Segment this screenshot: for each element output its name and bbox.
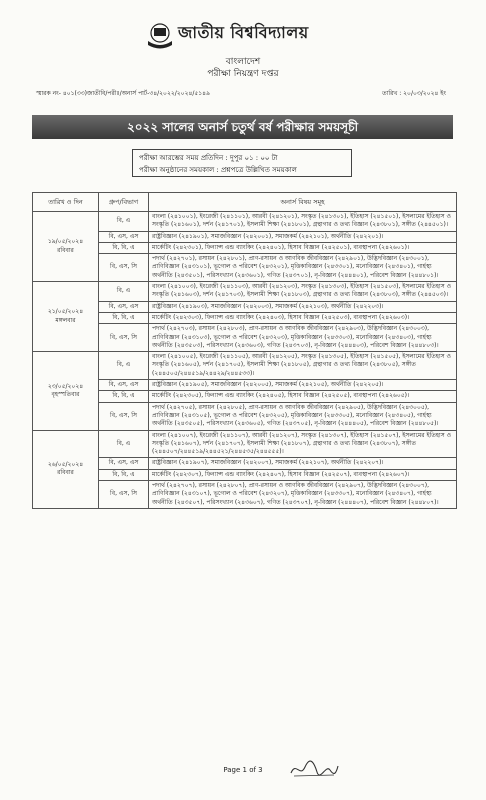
column-header-subjects: অনার্স বিষয় সমূহ xyxy=(149,193,457,212)
table-header-row xyxy=(33,193,457,212)
subjects-cell: মার্কেটিং (২৪২৩০৫), ফিন্যান্স এন্ড ব্যাংকিং (২৪২৪০৫), হিসাব বিজ্ঞান (২৪২৫০৫), ব্যবস্থাপনা (২৪২৬০৫)। xyxy=(149,391,457,402)
subjects-cell: রাষ্ট্রবিজ্ঞান (২৪১৯০৭), সমাজবিজ্ঞান (২৪২০০৭), সমাজকর্ম (২৪২১০৭), অর্থনীতি (২৪২২০৭)। xyxy=(149,458,457,469)
subjects-cell: রাষ্ট্রবিজ্ঞান (২৪১৯০৩), সমাজবিজ্ঞান (২৪২০০৩), সমাজকর্ম (২৪২১০৩), অর্থনীতি (২৪২২০৩)। xyxy=(149,301,457,312)
group-cell: বি, বি, এ xyxy=(99,391,149,402)
schedule-banner: ২০২২ সালের অনার্স চতুর্থ বর্ষ পরীক্ষার সময়সূচী xyxy=(32,115,453,139)
group-cell: বি, এস, সি xyxy=(99,324,149,352)
group-cell: বি, বি, এ xyxy=(99,312,149,323)
exam-date: ২৬/০৫/২০২৪ xyxy=(47,460,84,468)
table-row xyxy=(33,282,457,302)
date-cell xyxy=(33,282,99,352)
exam-date: ১৯/০৫/২০২৪ xyxy=(47,238,84,246)
subjects-cell: পদার্থ (২৪২৭০৭), রসায়ন (২৪২৮০৭), প্রাণ-রসায়ন ও আণবিক জীববিজ্ঞান (২৪২৯০৭), উদ্ভিদবিজ্ঞান (২৪৩০০৭), প্রাণিবিজ্ঞান (২৪৩১০৭), ভূগোল ও পরিবেশ (২৪৩২০৭), মৃত্তিকাবিজ্ঞান (২৪৩৩০৭), মনোবিজ্ঞান (২৪৩৪০৭), গার্হস্থ্য অর্থনীতি (২৪৩৫০৭), পরিসংখ্যান (২৪৩৬০৭), গণিত (২৪৩৭০৭), নৃ-বিজ্ঞান (২৪৪৪০৭), পরিবেশ বিজ্ঞান (২৪৪৮০৭)। xyxy=(149,481,457,509)
subjects-cell: বাংলা (২৪১০০১), ইংরেজী (২৪১১০১), আরবী (২৪১২০১), সংস্কৃত (২৪১৩০১), ইতিহাস (২৪১৫০১), ইসলামের ইতিহাস ও সংস্কৃতি (২৪১৬০১), দর্শন (২৪১৭০১), ইসলামী শিক্ষা (২৪১৮০১), গ্রন্থাগার ও তথ্য বিজ্ঞান (২৪৩৮০১), সঙ্গীত (২৪৪৫০১)। xyxy=(149,212,457,232)
exam-day: রবিবার xyxy=(57,246,74,254)
exam-day: রবিবার xyxy=(57,469,74,477)
exam-start-time: পরীক্ষা আরম্ভের সময় প্রতিদিন : দুপুর ০১ : ০০ টা xyxy=(139,154,278,162)
exam-time-box xyxy=(132,149,352,177)
exam-day: মঙ্গলবার xyxy=(55,316,76,324)
group-cell: বি, এ xyxy=(99,282,149,302)
group-cell: বি, এ xyxy=(99,352,149,380)
group-cell: বি, এস, এস xyxy=(99,380,149,391)
university-crest-icon xyxy=(146,21,174,51)
country-name: বাংলাদেশ xyxy=(225,57,261,67)
date-cell xyxy=(33,212,99,282)
group-cell: বি, এস, এস xyxy=(99,301,149,312)
university-name: জাতীয় বিশ্ববিদ্যালয় xyxy=(178,23,309,42)
subjects-cell: পদার্থ (২৪২৭০৫), রসায়ন (২৪২৮০৫), প্রাণ-রসায়ন ও আণবিক জীববিজ্ঞান (২৪২৯০৫), উদ্ভিদবিজ্ঞান (২৪৩০০৫), প্রাণিবিজ্ঞান (২৪৩১০৫), ভূগোল ও পরিবেশ (২৪৩২০৫), মৃত্তিকাবিজ্ঞান (২৪৩৩০৫), মনোবিজ্ঞান (২৪৩৪০৫), গার্হস্থ্য অর্থনীতি (২৪৩৫০৫), পরিসংখ্যান (২৪৩৬০৫), গণিত (২৪৩৭০৫), নৃ-বিজ্ঞান (২৪৪৪০৫), পরিবেশ বিজ্ঞান (২৪৪৮০৫)। xyxy=(149,402,457,430)
issue-date: তারিখ : ২০/০৩/২০২৪ ইং xyxy=(382,90,446,97)
schedule-table xyxy=(32,192,457,509)
subjects-cell: মার্কেটিং (২৪২৩০১), ফিন্যান্স এন্ড ব্যাংকিং (২৪২৪০১), হিসাব বিজ্ঞান (২৪২৫০১), ব্যবস্থাপনা (২৪২৬০১)। xyxy=(149,242,457,253)
subjects-cell: পদার্থ (২৪২৭০১), রসায়ন (২৪২৮০১), প্রাণ-রসায়ন ও আণবিক জীববিজ্ঞান (২৪২৯০১), উদ্ভিদবিজ্ঞান (২৪৩০০১), প্রাণিবিজ্ঞান (২৪৩১০১), ভূগোল ও পরিবেশ (২৪৩২০১), মৃত্তিকাবিজ্ঞান (২৪৩৩০১), মনোবিজ্ঞান (২৪৩৪০১), গার্হস্থ্য অর্থনীতি (২৪৩৫০১), পরিসংখ্যান (২৪৩৬০১), গণিত (২৪৩৭০১), নৃ-বিজ্ঞান (২৪৪৪০১), পরিবেশ বিজ্ঞান (২৪৪৮০১)। xyxy=(149,254,457,282)
group-cell: বি, এস, সি xyxy=(99,481,149,509)
exam-date: ২১/০৫/২০২৪ xyxy=(47,308,84,316)
table-row xyxy=(33,430,457,458)
table-row xyxy=(33,212,457,232)
office-name: পরীক্ষা নিয়ন্ত্রণ দপ্তর xyxy=(207,69,279,79)
memo-number: স্মারক নং- ৪০১(৩৩)জাতীবি/পরীঃ/অনার্স পার্ট-৩৪/২০২২/২০২৪/৫১৪৯ xyxy=(36,90,210,97)
group-cell: বি, এস, এস xyxy=(99,458,149,469)
exam-day: বৃহস্পতিবার xyxy=(51,390,80,398)
group-cell: বি, এস, সি xyxy=(99,402,149,430)
column-header-group: গ্রুপ/বিভাগ xyxy=(99,193,149,212)
subjects-cell: বাংলা (২৪১০০৫), ইংরেজী (২৪১১০৫), আরবী (২৪১২০৫), সংস্কৃত (২৪১৩০৫), ইতিহাস (২৪১৫০৫), ইসলামের ইতিহাস ও সংস্কৃতি (২৪১৬০৫), দর্শন (২৪১৭০৫), ইসলামী শিক্ষা (২৪১৮০৫), গ্রন্থাগার ও তথ্য বিজ্ঞান (২৪৩৮০৫), সঙ্গীত (২৪৪৫০৫/২৪৪৫১৯/২৪৪২৯/২৪৪৫৩৩)। xyxy=(149,352,457,380)
group-cell: বি, এ xyxy=(99,212,149,232)
date-cell xyxy=(33,430,99,508)
table-row xyxy=(33,352,457,380)
subjects-cell: রাষ্ট্রবিজ্ঞান (২৪১৯০১), সমাজবিজ্ঞান (২৪২০০১), সমাজকর্ম (২৪২১০১), অর্থনীতি (২৪২২০১)। xyxy=(149,231,457,242)
group-cell: বি, বি, এ xyxy=(99,242,149,253)
exam-date: ২৩/০৫/২০২৪ xyxy=(47,382,84,390)
subjects-cell: রাষ্ট্রবিজ্ঞান (২৪১৯০৫), সমাজবিজ্ঞান (২৪২০০৫), সমাজকর্ম (২৪২১০৫), অর্থনীতি (২৪২২০৫)। xyxy=(149,380,457,391)
subjects-cell: বাংলা (২৪১০০৩), ইংরেজী (২৪১১০৩), আরবী (২৪১২০৩), সংস্কৃত (২৪১৩০৩), ইতিহাস (২৪১৫০৩), ইসলামের ইতিহাস ও সংস্কৃতি (২৪১৬০৩), দর্শন (২৪১৭০৩), ইসলামী শিক্ষা (২৪১৮০৩), গ্রন্থাগার ও তথ্য বিজ্ঞান (২৪৩৮০৩), সঙ্গীত (২৪৪৫০৩)। xyxy=(149,282,457,302)
subjects-cell: মার্কেটিং (২৪২৩০৭), ফিন্যান্স এন্ড ব্যাংকিং (২৪২৪০৭), হিসাব বিজ্ঞান (২৪২৫০৭), ব্যবস্থাপনা (২৪২৬০৭)। xyxy=(149,469,457,480)
subjects-cell: পদার্থ (২৪২৭০৩), রসায়ন (২৪২৮০৩), প্রাণ-রসায়ন ও আণবিক জীববিজ্ঞান (২৪২৯০৩), উদ্ভিদবিজ্ঞান (২৪৩০০৩), প্রাণিবিজ্ঞান (২৪৩১০৩), ভূগোল ও পরিবেশ (২৪৩২০৩), মৃত্তিকাবিজ্ঞান (২৪৩৩০৩), মনোবিজ্ঞান (২৪৩৪০৩), গার্হস্থ্য অর্থনীতি (২৪৩৫০৩), পরিসংখ্যান (২৪৩৬০৩), গণিত (২৪৩৭০৩), নৃ-বিজ্ঞান (২৪৪৪০৩), পরিবেশ বিজ্ঞান (২৪৪৮০৩)। xyxy=(149,324,457,352)
date-cell xyxy=(33,352,99,430)
subjects-cell: বাংলা (২৪১০০৭), ইংরেজী (২৪১১০৭), আরবী (২৪১২০৭), সংস্কৃত (২৪১৩০৭), ইতিহাস (২৪১৫০৭), ইসলামের ইতিহাস ও সংস্কৃতি (২৪১৬০৭), দর্শন (২৪১৭০৭), ইসলামী শিক্ষা (২৪১৮০৭), গ্রন্থাগার ও তথ্য বিজ্ঞান (২৪৩৮০৭), সঙ্গীত (২৪৪৫০৭/২৪৪৫১৯/২৪৪৫২১/২৪৪৫৩৫/২৪৪৫৫৫)। xyxy=(149,430,457,458)
page-number: Page 1 of 3 xyxy=(223,766,263,774)
group-cell: বি, এ xyxy=(99,430,149,458)
group-cell: বি, এস, সি xyxy=(99,254,149,282)
group-cell: বি, বি, এ xyxy=(99,469,149,480)
exam-duration-note: পরীক্ষা অনুষ্ঠানের সময়কাল : প্রশ্নপত্রে উল্লিখিত সময়কাল xyxy=(139,166,297,174)
subjects-cell: মার্কেটিং (২৪২৩০৩), ফিন্যান্স এন্ড ব্যাংকিং (২৪২৪০৩), হিসাব বিজ্ঞান (২৪২৫০৩), ব্যবস্থাপনা (২৪২৬০৩)। xyxy=(149,312,457,323)
group-cell: বি, এস, এস xyxy=(99,231,149,242)
column-header-date: তারিখ ও দিন xyxy=(33,193,99,212)
